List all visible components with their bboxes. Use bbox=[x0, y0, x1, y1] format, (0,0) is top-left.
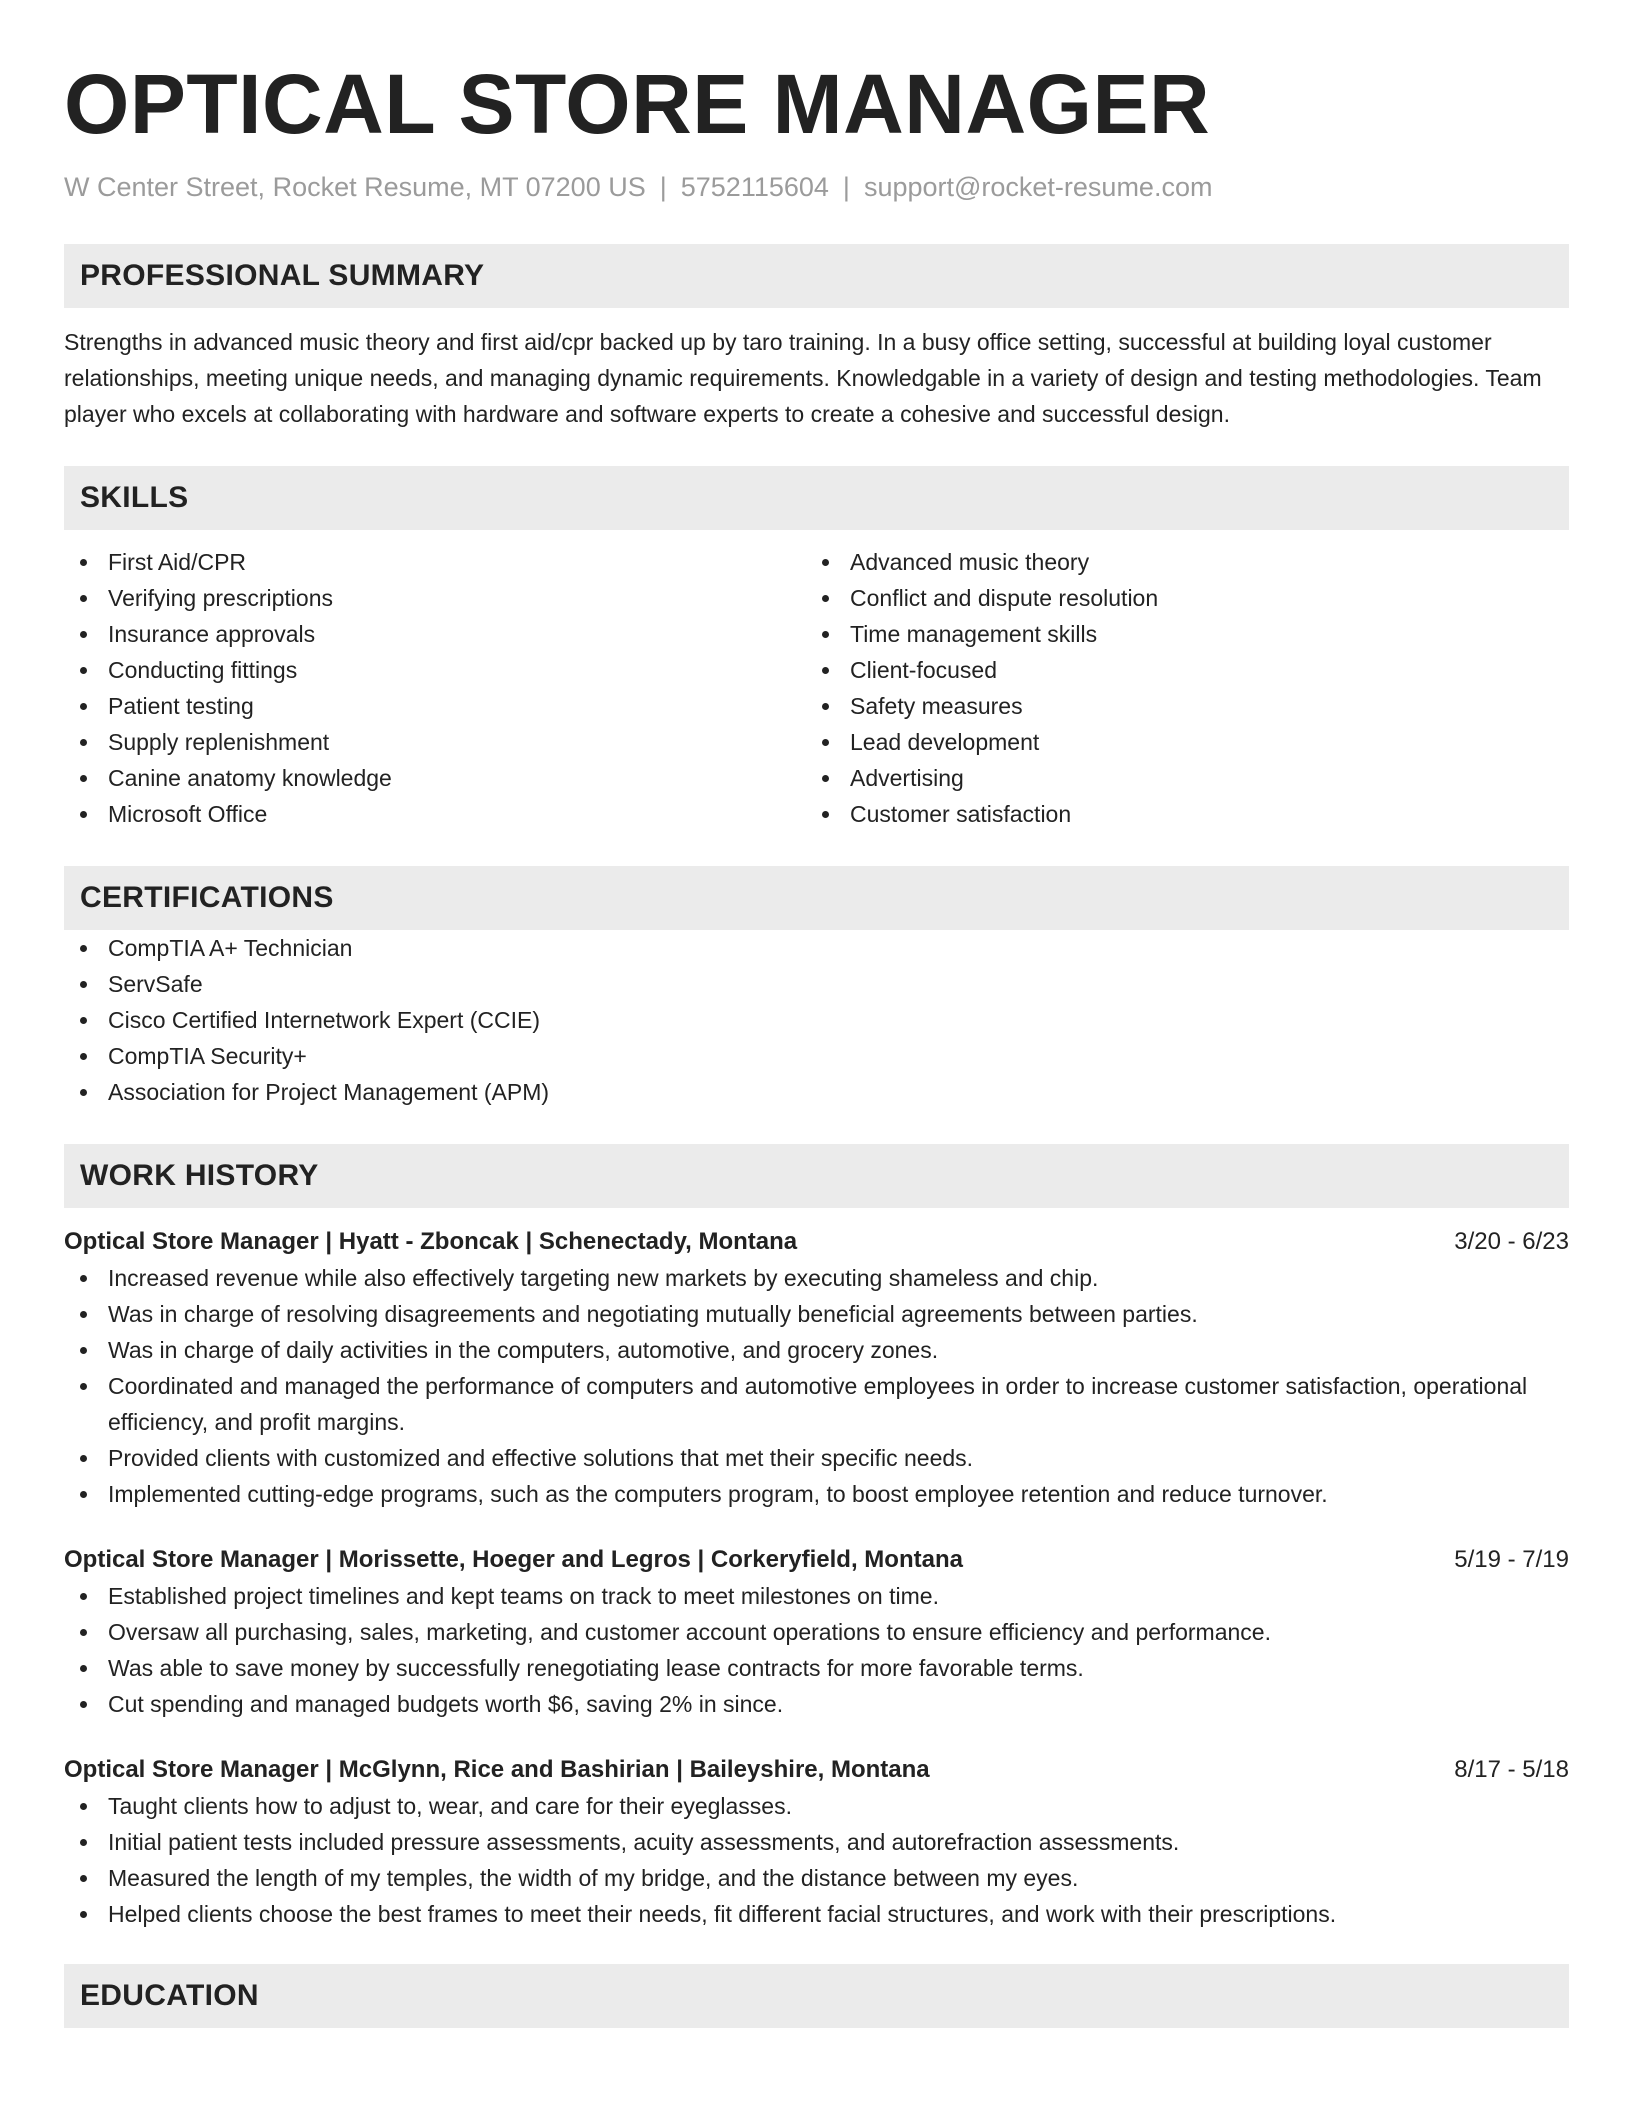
job-dates: 3/20 - 6/23 bbox=[1454, 1228, 1569, 1255]
certification-item: CompTIA Security+ bbox=[64, 1038, 1569, 1074]
job-bullets bbox=[64, 1788, 1569, 1932]
contact-line bbox=[64, 170, 1569, 204]
skill-item: Time management skills bbox=[806, 616, 1548, 652]
section-heading-certifications: CERTIFICATIONS bbox=[64, 866, 1569, 930]
section-heading-summary: PROFESSIONAL SUMMARY bbox=[64, 244, 1569, 308]
resume-title: OPTICAL STORE MANAGER bbox=[64, 57, 1211, 151]
contact-phone: 5752115604 bbox=[680, 172, 829, 202]
skills-column-left bbox=[64, 544, 806, 832]
skill-item: Supply replenishment bbox=[64, 724, 806, 760]
job-header bbox=[64, 1752, 1569, 1788]
skill-item: Conducting fittings bbox=[64, 652, 806, 688]
job-bullets bbox=[64, 1260, 1569, 1512]
job-bullet: Increased revenue while also effectively targeting new markets by executing shameless and chip. bbox=[64, 1260, 1569, 1296]
contact-email: support@rocket-resume.com bbox=[863, 172, 1213, 202]
contact-address: W Center Street, Rocket Resume, MT 07200 US bbox=[64, 172, 646, 202]
job-bullet: Helped clients choose the best frames to meet their needs, fit different facial structures, and work with their prescriptions. bbox=[64, 1896, 1569, 1932]
job-title: Optical Store Manager | Morissette, Hoeger and Legros | Corkeryfield, Montana bbox=[64, 1546, 963, 1573]
job-bullet: Was in charge of resolving disagreements and negotiating mutually beneficial agreements between parties. bbox=[64, 1296, 1569, 1332]
skill-item: Insurance approvals bbox=[64, 616, 806, 652]
skills-grid bbox=[64, 544, 1569, 832]
job-bullet: Established project timelines and kept teams on track to meet milestones on time. bbox=[64, 1578, 1569, 1614]
skill-item: Conflict and dispute resolution bbox=[806, 580, 1548, 616]
job-bullet: Cut spending and managed budgets worth $6, saving 2% in since. bbox=[64, 1686, 1569, 1722]
certification-item: Cisco Certified Internetwork Expert (CCIE) bbox=[64, 1002, 1569, 1038]
skill-item: Canine anatomy knowledge bbox=[64, 760, 806, 796]
certification-item: CompTIA A+ Technician bbox=[64, 930, 1569, 966]
skill-item: Safety measures bbox=[806, 688, 1548, 724]
job-bullet: Measured the length of my temples, the width of my bridge, and the distance between my eyes. bbox=[64, 1860, 1569, 1896]
job-title: Optical Store Manager | Hyatt - Zboncak | Schenectady, Montana bbox=[64, 1228, 798, 1255]
job-bullet: Was able to save money by successfully renegotiating lease contracts for more favorable terms. bbox=[64, 1650, 1569, 1686]
certification-item: Association for Project Management (APM) bbox=[64, 1074, 1569, 1110]
job-bullets bbox=[64, 1578, 1569, 1722]
section-heading-work-history: WORK HISTORY bbox=[64, 1144, 1569, 1208]
contact-separator: | bbox=[842, 172, 850, 202]
certifications-list bbox=[64, 930, 1569, 1110]
job-bullet: Provided clients with customized and effective solutions that met their specific needs. bbox=[64, 1440, 1569, 1476]
certification-item: ServSafe bbox=[64, 966, 1569, 1002]
job-bullet: Implemented cutting-edge programs, such as the computers program, to boost employee retention and reduce turnover. bbox=[64, 1476, 1569, 1512]
job-dates: 5/19 - 7/19 bbox=[1454, 1546, 1569, 1573]
job-entry bbox=[64, 1542, 1569, 1722]
section-heading-skills: SKILLS bbox=[64, 466, 1569, 530]
contact-separator: | bbox=[659, 172, 667, 202]
job-bullet: Initial patient tests included pressure assessments, acuity assessments, and autorefraction assessments. bbox=[64, 1824, 1569, 1860]
job-bullet: Was in charge of daily activities in the computers, automotive, and grocery zones. bbox=[64, 1332, 1569, 1368]
skill-item: Advertising bbox=[806, 760, 1548, 796]
skill-item: Patient testing bbox=[64, 688, 806, 724]
job-header bbox=[64, 1224, 1569, 1260]
summary-text: Strengths in advanced music theory and first aid/cpr backed up by taro training. In a busy office setting, successful at building loyal customer relationships, meeting unique needs, and managing dynamic requirements. Knowledgable in a variety of design and testing methodologies. Team player who excels at collaborating with hardware and software experts to create a cohesive and successful design. bbox=[64, 329, 1542, 427]
job-dates: 8/17 - 5/18 bbox=[1454, 1756, 1569, 1783]
job-entry bbox=[64, 1752, 1569, 1932]
job-bullet: Coordinated and managed the performance of computers and automotive employees in order to increase customer satisfaction, operational efficiency, and profit margins. bbox=[64, 1368, 1569, 1440]
skill-item: Microsoft Office bbox=[64, 796, 806, 832]
job-header bbox=[64, 1542, 1569, 1578]
skill-item: First Aid/CPR bbox=[64, 544, 806, 580]
skill-item: Client-focused bbox=[806, 652, 1548, 688]
skill-item: Customer satisfaction bbox=[806, 796, 1548, 832]
job-title: Optical Store Manager | McGlynn, Rice and Bashirian | Baileyshire, Montana bbox=[64, 1756, 930, 1783]
job-bullet: Taught clients how to adjust to, wear, and care for their eyeglasses. bbox=[64, 1788, 1569, 1824]
job-entry bbox=[64, 1224, 1569, 1512]
skill-item: Verifying prescriptions bbox=[64, 580, 806, 616]
section-heading-education: EDUCATION bbox=[64, 1964, 1569, 2028]
job-bullet: Oversaw all purchasing, sales, marketing, and customer account operations to ensure efficiency and performance. bbox=[64, 1614, 1569, 1650]
skill-item: Advanced music theory bbox=[806, 544, 1548, 580]
skills-column-right bbox=[806, 544, 1548, 832]
skill-item: Lead development bbox=[806, 724, 1548, 760]
